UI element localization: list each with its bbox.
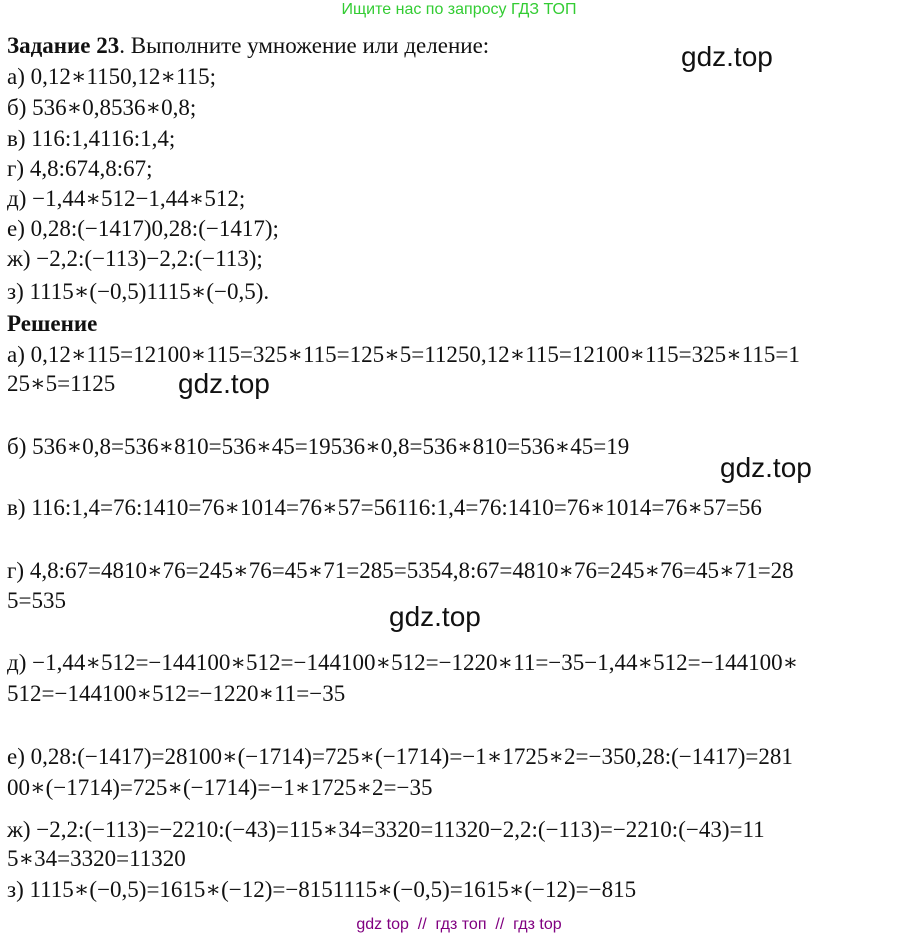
solution-line-z: з) 1115∗(−0,5)=1615∗(−12)=−8151115∗(−0,5)=1615∗(−12)=−815 [7,877,637,902]
solution-line-zh-1: ж) −2,2:(−113)=−2210:(−43)=115∗34=3320=11320−2,2:(−113)=−2210:(−43)=11 [7,817,765,842]
task-item-d: д) −1,44∗512−1,44∗512; [7,186,246,211]
task-item-z: з) 1115∗(−0,5)1115∗(−0,5). [7,279,270,304]
solution-line-b: б) 536∗0,8=536∗810=536∗45=19536∗0,8=536∗810=536∗45=19 [7,434,630,459]
task-title: Задание 23 [7,33,120,58]
task-heading [7,33,489,59]
task-item-e: е) 0,28:(−1417)0,28:(−1417); [7,216,279,241]
watermark: gdz.top [389,601,481,632]
task-item-g: г) 4,8:674,8:67; [7,156,153,181]
solution-heading: Решение [7,311,98,336]
watermark: gdz.top [681,41,773,72]
task-item-v: в) 116:1,4116:1,4; [7,126,176,151]
solution-line-a-1: а) 0,12∗115=12100∗115=325∗115=125∗5=11250,12∗115=12100∗115=325∗115=1 [7,342,800,367]
footer: gdz top // гдз топ // гдз top [356,916,562,933]
solution-line-d-1: д) −1,44∗512=−144100∗512=−144100∗512=−1220∗11=−35−1,44∗512=−144100∗ [7,650,799,675]
solution-line-g-2: 5=535 [7,588,66,613]
solution-line-e-2: 00∗(−1714)=725∗(−1714)=−1∗1725∗2=−35 [7,775,433,800]
top-banner: Ищите нас по запросу ГДЗ ТОП [341,1,577,18]
solution-line-a-2: 25∗5=1125 [7,371,116,396]
solution-line-e-1: е) 0,28:(−1417)=28100∗(−1714)=725∗(−1714)=−1∗1725∗2=−350,28:(−1417)=281 [7,744,793,769]
solution-line-d-2: 512=−144100∗512=−1220∗11=−35 [7,681,346,706]
task-instruction: . Выполните умножение или деление: [119,33,490,58]
solution-line-v: в) 116:1,4=76:1410=76∗1014=76∗57=56116:1,4=76:1410=76∗1014=76∗57=56 [7,495,762,520]
task-item-a: а) 0,12∗1150,12∗115; [7,64,217,89]
task-item-zh: ж) −2,2:(−113)−2,2:(−113); [7,246,263,271]
watermark: gdz.top [178,368,270,399]
solution-line-zh-2: 5∗34=3320=11320 [7,846,186,871]
task-item-b: б) 536∗0,8536∗0,8; [7,95,197,120]
watermark: gdz.top [720,452,812,483]
solution-line-g-1: г) 4,8:67=4810∗76=245∗76=45∗71=285=5354,8:67=4810∗76=245∗76=45∗71=28 [7,558,794,583]
